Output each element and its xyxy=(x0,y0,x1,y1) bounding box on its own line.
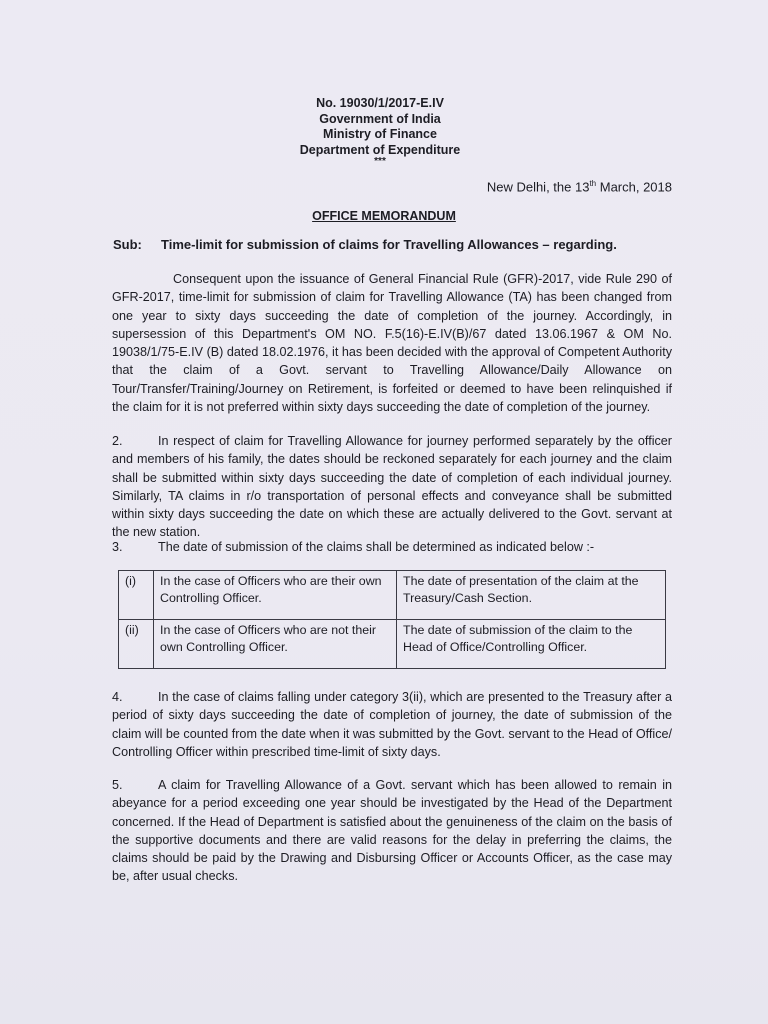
paragraph-2 xyxy=(112,432,672,542)
file-number: No. 19030/1/2017-E.IV xyxy=(316,96,444,110)
ministry-name: Ministry of Finance xyxy=(323,127,437,141)
department-name: Department of Expenditure xyxy=(299,142,461,157)
table-cell-case: In the case of Officers who are not their own Controlling Officer. xyxy=(154,620,397,669)
subject-text: Time-limit for submission of claims for Travelling Allowances – regarding. xyxy=(161,237,617,252)
table-row xyxy=(119,620,666,669)
paragraph-1: Consequent upon the issuance of General Financial Rule (GFR)-2017, vide Rule 290 of GFR-2017, time-limit for submission of claim for Travelling Allowance (TA) has been changed from one year to sixty days succeeding the date of completion of the journey. Accordingly, in supersession of this Department's OM NO. F.5(16)-E.IV(B)/67 dated 13.06.1967 & OM No. 19038/1/75-E.IV (B) dated 18.02.1976, it has been decided with the approval of Competent Authority that the claim of a Govt. servant to Travelling Allowance/Daily Allowance on Tour/Transfer/Training/Journey on Retirement, is forfeited or deemed to have been relinquished if the claim for it is not preferred within sixty days succeeding the date of completion of the journey. xyxy=(112,272,672,415)
paragraph-4-number: 4. xyxy=(112,690,123,704)
table-cell-date: The date of submission of the claim to the Head of Office/Controlling Officer. xyxy=(397,620,666,669)
paragraph-4 xyxy=(112,688,672,761)
government-name: Government of India xyxy=(319,111,441,126)
table-cell-case: In the case of Officers who are their own Controlling Officer. xyxy=(154,571,397,620)
table-cell-number: (ii) xyxy=(119,620,154,669)
paragraph-5-number: 5. xyxy=(112,778,123,792)
date-suffix: March, 2018 xyxy=(596,179,672,195)
paragraph-2-number: 2. xyxy=(112,434,123,448)
paragraph-3-number: 3. xyxy=(112,540,123,554)
table-cell-date: The date of presentation of the claim at the Treasury/Cash Section. xyxy=(397,571,666,620)
header-stars: *** xyxy=(374,156,386,167)
document-header xyxy=(250,96,510,166)
paragraph-2-text: In respect of claim for Travelling Allowance for journey performed separately by the officer and members of his family, the dates should be reckoned separately for each journey and the claim shall be submitted within sixty days succeeding the date of completion of each individual journey. Similarly, TA claims in r/o transportation of personal effects and conveyance shall be submitted within sixty days succeeding the date on which these are actually delivered to the Govt. servant at the new station. xyxy=(112,434,672,540)
paragraph-5 xyxy=(112,776,672,886)
table-cell-number: (i) xyxy=(119,571,154,620)
date-ordinal: th xyxy=(589,179,597,188)
document-date xyxy=(487,179,672,194)
subject-line xyxy=(113,237,617,252)
subject-label: Sub: xyxy=(113,237,142,252)
claims-table xyxy=(118,570,666,669)
paragraph-4-text: In the case of claims falling under category 3(ii), which are presented to the Treasury after a period of sixty days succeeding the date of completion of journey, the date of submission of the claim will be counted from the date when it was submitted by the Govt. servant to the Head of Office/ Controlling Officer within prescribed time-limit of sixty days. xyxy=(112,690,672,759)
office-memorandum-title: OFFICE MEMORANDUM xyxy=(312,209,456,223)
date-prefix: New Delhi, the 13 xyxy=(486,179,590,195)
paragraph-5-text: A claim for Travelling Allowance of a Govt. servant which has been allowed to remain in abeyance for a period exceeding one year should be investigated by the Head of the Department concerned. If the Head of Department is satisfied about the genuineness of the claim on the basis of the supportive documents and there are valid reasons for the delay in preferring the claims, the claims should be paid by the Drawing and Disbursing Officer or Accounts Officer, as the case may be, after usual checks. xyxy=(112,778,672,884)
table-row xyxy=(119,571,666,620)
paragraph-3-text: The date of submission of the claims shall be determined as indicated below :- xyxy=(158,540,595,554)
paragraph-3 xyxy=(112,538,672,556)
